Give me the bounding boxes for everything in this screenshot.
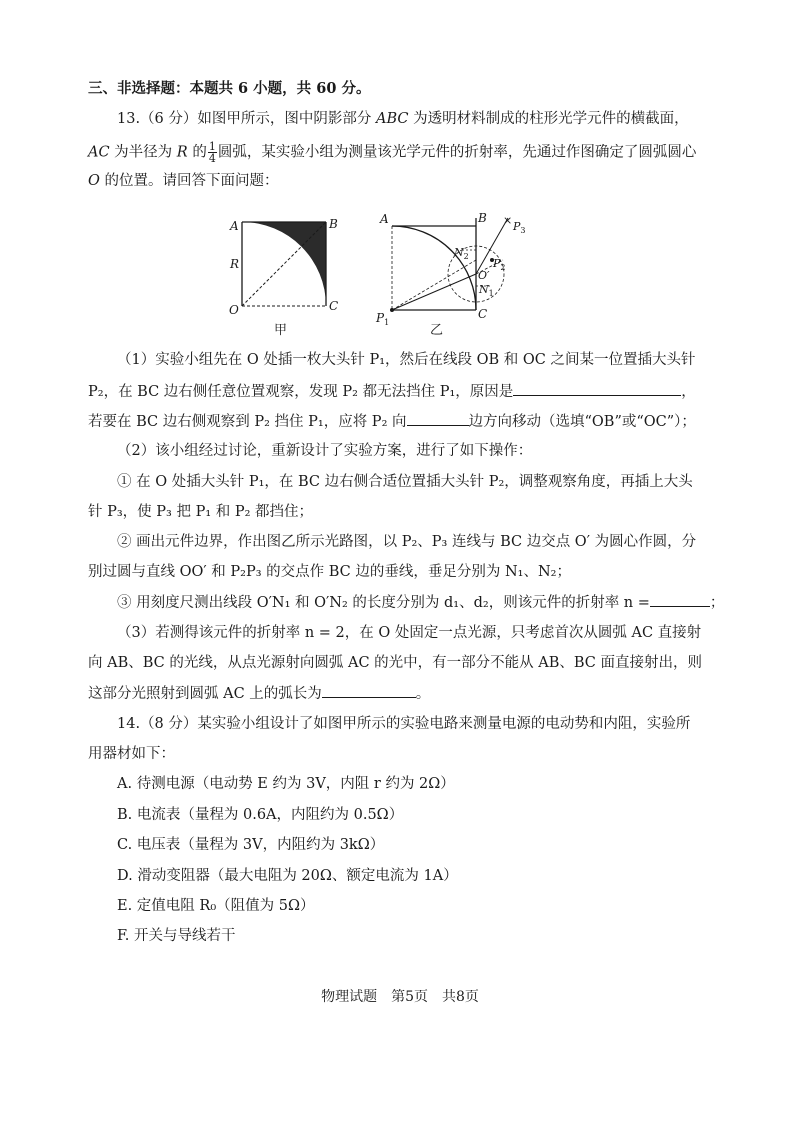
q13-part1-line2: P₂，在 BC 边右侧任意位置观察，发现 P₂ 都无法挡住 P₁，原因是 ，	[88, 381, 696, 402]
q13-part3-line3: 这部分光照射到圆弧 AC 上的弧长为 。	[88, 683, 430, 704]
q14-intro-line1: 14.（8 分）某实验小组设计了如图甲所示的实验电路来测量电源的电动势和内阻，实验所	[117, 716, 691, 732]
section-heading: 三、非选择题：本题共 6 小题，共 60 分。	[88, 80, 371, 97]
pin-p3-mark: ×	[503, 214, 513, 227]
q14-intro-line2: 用器材如下：	[88, 746, 175, 762]
q14-item-a: A. 待测电源（电动势 E 约为 3V，内阻 r 约为 2Ω）	[117, 776, 455, 792]
q13-part1-line1: （1）实验小组先在 O 处插一枚大头针 P₁，然后在线段 OB 和 OC 之间某一位置插大头针	[117, 352, 696, 368]
q14-item-d: D. 滑动变阻器（最大电阻为 20Ω、额定电流为 1A）	[117, 868, 458, 884]
q14-item-f: F. 开关与导线若干	[117, 928, 236, 944]
q13-part1-line3: 若要在 BC 边右侧观察到 P₂ 挡住 P₁，应将 P₂ 向 边方向移动（选填“OB”或“OC”）；	[88, 411, 696, 432]
label-a: A	[230, 219, 239, 233]
q13-part2-step1-line1: ① 在 O 处插大头针 P₁，在 BC 边右侧合适位置插大头针 P₂，调整观察角度，再插上大头	[117, 474, 693, 490]
pin-p1	[390, 308, 394, 312]
label-n2: $N_2$	[454, 246, 469, 261]
line-oo-prime	[392, 274, 476, 310]
label-b: B	[478, 211, 487, 225]
arc-ac	[392, 226, 476, 310]
figure-jia	[222, 212, 352, 342]
answer-blank-reason[interactable]	[513, 381, 681, 396]
label-o-prime: O′	[478, 269, 490, 282]
q13-number: 13.（6 分）	[117, 111, 198, 127]
label-c: C	[329, 299, 339, 313]
q14-item-b: B. 电流表（量程为 0.6A，内阻约为 0.5Ω）	[117, 807, 404, 823]
label-o: O	[229, 303, 239, 317]
label-p3: $P_3$	[513, 220, 526, 235]
q13-part2-step3: ③ 用刻度尺测出线段 O′N₁ 和 O′N₂ 的长度分别为 d₁、d₂，则该元件的折射率 n = ；	[117, 592, 724, 613]
label-a: A	[380, 212, 389, 226]
dashed-p1-p2	[392, 260, 476, 310]
figure-yi-caption: 乙	[430, 323, 444, 338]
dashed-ob	[242, 222, 326, 306]
q13-part3-line2: 向 AB、BC 的光线，从点光源射向圆弧 AC 的光中，有一部分不能从 AB、BC 面直接射出，则	[88, 655, 703, 671]
quarter-fraction: $\frac{1}{4}$	[208, 140, 216, 165]
q13-part3-line1: （3）若测得该元件的折射率 n = 2，在 O 处固定一点光源，只考虑首次从圆弧 AC 直接射	[117, 625, 702, 641]
page-footer: 物理试题 第5页 共8页	[321, 989, 479, 1005]
label-p1: $P_1$	[376, 311, 390, 327]
answer-blank-index[interactable]	[650, 592, 710, 607]
label-c: C	[478, 307, 488, 321]
q13-intro-line3: O 的位置。请回答下面问题：	[88, 173, 279, 189]
figure-jia-caption: 甲	[274, 323, 288, 338]
q13-part2-line1: （2）该小组经过讨论，重新设计了实验方案，进行了如下操作：	[117, 443, 533, 459]
q13-part2-step2-line2: 别过圆与直线 OO′ 和 P₂P₃ 的交点作 BC 边的垂线，垂足分别为 N₁、N₂；	[88, 564, 571, 580]
q13-part2-step1-line2: 针 P₃，使 P₃ 把 P₁ 和 P₂ 都挡住；	[88, 504, 314, 520]
label-b: B	[329, 217, 338, 231]
figure-yi	[372, 206, 552, 346]
answer-blank-arc-length[interactable]	[322, 683, 416, 698]
q14-item-e: E. 定值电阻 R₀（阻值为 5Ω）	[117, 898, 315, 914]
label-n1: $N_1$	[479, 283, 494, 298]
answer-blank-direction[interactable]	[407, 411, 469, 426]
label-p2: $P_2$	[493, 257, 506, 272]
q13-intro-line2: AC 为半径为 R 的 $\frac{1}{4}$ 圆弧，某实验小组为测量该光学元件的折射率，先通过作图确定了圆弧圆心	[88, 140, 697, 165]
label-r: R	[230, 257, 240, 271]
q13-intro-line1: 13.（6 分）如图甲所示，图中阴影部分 ABC 为透明材料制成的柱形光学元件的横截面，	[117, 111, 689, 127]
q13-part2-step2-line1: ② 画出元件边界，作出图乙所示光路图，以 P₂、P₃ 连线与 BC 边交点 O′ 为圆心作圆，分	[117, 534, 697, 550]
q14-item-c: C. 电压表（量程为 3V，内阻约为 3kΩ）	[117, 837, 385, 853]
